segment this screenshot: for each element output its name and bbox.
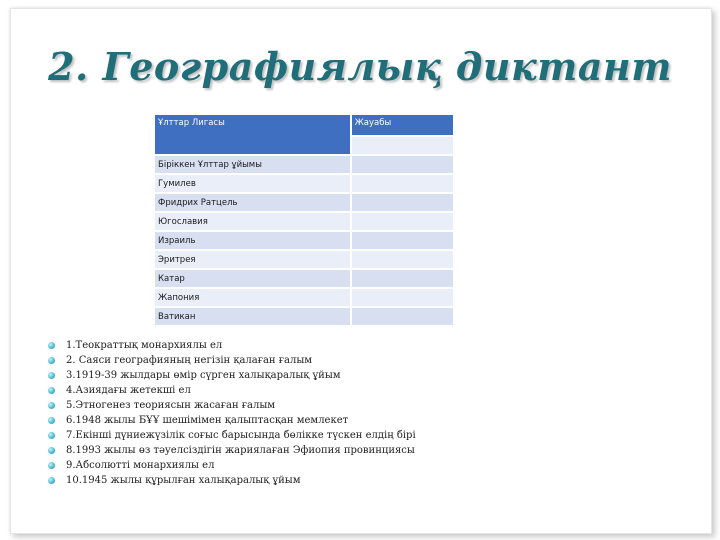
answer-cell[interactable] bbox=[352, 137, 453, 154]
question-list bbox=[48, 338, 416, 488]
question-text: 5.Этногенез теориясын жасаған ғалым bbox=[66, 400, 276, 411]
list-item bbox=[48, 473, 416, 488]
question-text: 6.1948 жылы БҰҰ шешімімен қалыптасқан мемлекет bbox=[66, 415, 349, 426]
answer-cell[interactable] bbox=[352, 156, 453, 173]
bullet-icon bbox=[48, 402, 55, 409]
table-row bbox=[155, 156, 453, 173]
table-row bbox=[155, 232, 453, 249]
bullet-icon bbox=[48, 477, 55, 484]
question-text: 10.1945 жылы құрылған халықаралық ұйым bbox=[66, 475, 301, 486]
term-cell: Біріккен Ұлттар ұйымы bbox=[155, 156, 350, 173]
list-item bbox=[48, 368, 416, 383]
bullet-icon bbox=[48, 462, 55, 469]
question-text: 7.Екінші дүниежүзілік соғыс барысында бөлікке түскен елдің бірі bbox=[66, 430, 416, 441]
table-row bbox=[155, 289, 453, 306]
term-cell: Югославия bbox=[155, 213, 350, 230]
answer-cell[interactable] bbox=[352, 308, 453, 325]
question-text: 2. Саяси географияның негізін қалаған ғалым bbox=[66, 355, 313, 366]
answer-cell[interactable] bbox=[352, 232, 453, 249]
question-text: 1.Теократтық монархиялы ел bbox=[66, 340, 223, 351]
slide-title: 2. Географиялық диктант bbox=[48, 44, 672, 89]
answer-cell[interactable] bbox=[352, 270, 453, 287]
list-item bbox=[48, 413, 416, 428]
table-row bbox=[155, 308, 453, 325]
term-cell: Эритрея bbox=[155, 251, 350, 268]
list-item bbox=[48, 428, 416, 443]
table-row bbox=[155, 194, 453, 211]
table-row bbox=[155, 175, 453, 192]
answer-cell[interactable] bbox=[352, 213, 453, 230]
list-item bbox=[48, 458, 416, 473]
answer-table bbox=[153, 113, 455, 327]
answer-cell[interactable] bbox=[352, 175, 453, 192]
bullet-icon bbox=[48, 432, 55, 439]
table-row bbox=[155, 251, 453, 268]
list-item bbox=[48, 353, 416, 368]
term-cell: Израиль bbox=[155, 232, 350, 249]
bullet-icon bbox=[48, 387, 55, 394]
table-header-cell: Жауабы bbox=[352, 115, 453, 135]
table-row bbox=[155, 213, 453, 230]
list-item bbox=[48, 443, 416, 458]
bullet-icon bbox=[48, 357, 55, 364]
bullet-icon bbox=[48, 342, 55, 349]
list-item bbox=[48, 338, 416, 353]
list-item bbox=[48, 398, 416, 413]
question-text: 9.Абсолютті монархиялы ел bbox=[66, 460, 215, 471]
table-row bbox=[155, 270, 453, 287]
term-cell: Фридрих Ратцель bbox=[155, 194, 350, 211]
question-text: 8.1993 жылы өз тәуелсіздігін жариялаған Эфиопия провинциясы bbox=[66, 445, 415, 456]
term-cell: Катар bbox=[155, 270, 350, 287]
bullet-icon bbox=[48, 417, 55, 424]
term-cell: Жапония bbox=[155, 289, 350, 306]
answer-cell[interactable] bbox=[352, 289, 453, 306]
answer-cell[interactable] bbox=[352, 194, 453, 211]
answer-cell[interactable] bbox=[352, 251, 453, 268]
list-item bbox=[48, 383, 416, 398]
question-text: 3.1919-39 жылдары өмір сүрген халықаралық ұйым bbox=[66, 370, 341, 381]
table-header-row bbox=[155, 115, 453, 135]
bullet-icon bbox=[48, 447, 55, 454]
term-cell: Гумилев bbox=[155, 175, 350, 192]
term-cell: Ватикан bbox=[155, 308, 350, 325]
bullet-icon bbox=[48, 372, 55, 379]
table-header-cell: Ұлттар Лигасы bbox=[155, 115, 350, 154]
question-text: 4.Азиядағы жетекші ел bbox=[66, 385, 191, 396]
